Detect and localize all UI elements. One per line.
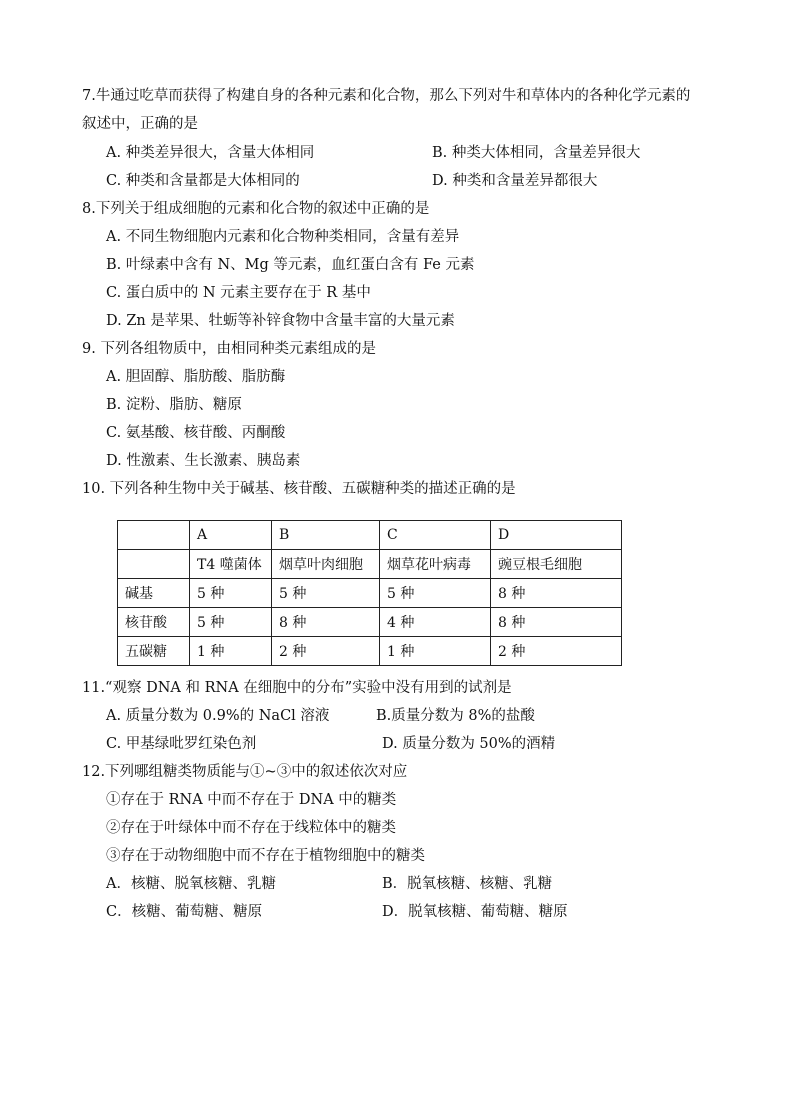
table-row: [118, 579, 622, 608]
table-cell: 核苷酸: [118, 608, 190, 637]
q12-stem: 12.下列哪组糖类物质能与①~③中的叙述依次对应: [82, 764, 408, 780]
q9-option-c: C. 氨基酸、核苷酸、丙酮酸: [106, 425, 286, 441]
table-cell: 2 种: [272, 637, 380, 666]
table-cell: D: [491, 521, 622, 550]
table-cell: 8 种: [491, 579, 622, 608]
table-cell: 8 种: [272, 608, 380, 637]
table-row: [118, 637, 622, 666]
table-row: [118, 608, 622, 637]
q7-stem-line1: 7.牛通过吃草而获得了构建自身的各种元素和化合物，那么下列对牛和草体内的各种化学元素的: [82, 88, 691, 104]
q9-option-a: A. 胆固醇、脂肪酸、脂肪酶: [106, 369, 286, 385]
table-cell: 5 种: [380, 579, 491, 608]
table-header-organisms-row: [118, 550, 622, 579]
table-cell: 2 种: [491, 637, 622, 666]
q7-option-b: B. 种类大体相同，含量差异很大: [432, 145, 641, 161]
table-cell: 5 种: [272, 579, 380, 608]
table-cell: 1 种: [380, 637, 491, 666]
table-cell: T4 噬菌体: [190, 550, 272, 579]
q10-table: [117, 520, 622, 666]
table-cell: C: [380, 521, 491, 550]
q9-stem: 9. 下列各组物质中，由相同种类元素组成的是: [82, 341, 376, 357]
table-cell: 五碳糖: [118, 637, 190, 666]
table-cell: [118, 550, 190, 579]
q12-item-3: ③存在于动物细胞中而不存在于植物细胞中的糖类: [106, 848, 425, 864]
q12-option-a: A．核糖、脱氧核糖、乳糖: [106, 876, 276, 892]
table-cell: 豌豆根毛细胞: [491, 550, 622, 579]
table-cell: 5 种: [190, 608, 272, 637]
q11-option-c: C. 甲基绿吡罗红染色剂: [106, 736, 257, 752]
q7-option-d: D. 种类和含量差异都很大: [432, 173, 598, 189]
q7-stem-line2: 叙述中，正确的是: [82, 116, 198, 132]
q8-option-a: A. 不同生物细胞内元素和化合物种类相同，含量有差异: [106, 229, 460, 245]
q12-item-2: ②存在于叶绿体中而不存在于线粒体中的糖类: [106, 820, 396, 836]
q11-option-b: B.质量分数为 8%的盐酸: [376, 708, 535, 724]
table-cell: B: [272, 521, 380, 550]
table-cell: 烟草叶肉细胞: [272, 550, 380, 579]
q11-option-a: A. 质量分数为 0.9%的 NaCl 溶液: [106, 708, 330, 724]
table-cell: 碱基: [118, 579, 190, 608]
q7-option-a: A. 种类差异很大，含量大体相同: [106, 145, 315, 161]
table-cell: 5 种: [190, 579, 272, 608]
q8-option-c: C. 蛋白质中的 N 元素主要存在于 R 基中: [106, 285, 371, 301]
q11-stem: 11.“观察 DNA 和 RNA 在细胞中的分布”实验中没有用到的试剂是: [82, 680, 512, 696]
q11-option-d: D. 质量分数为 50%的酒精: [382, 736, 556, 752]
q8-stem: 8.下列关于组成细胞的元素和化合物的叙述中正确的是: [82, 201, 430, 217]
q8-option-d: D. Zn 是苹果、牡蛎等补锌食物中含量丰富的大量元素: [106, 313, 455, 329]
q12-option-c: C．核糖、葡萄糖、糖原: [106, 904, 263, 920]
table-cell: 烟草花叶病毒: [380, 550, 491, 579]
q8-option-b: B. 叶绿素中含有 N、Mg 等元素，血红蛋白含有 Fe 元素: [106, 257, 475, 273]
q12-item-1: ①存在于 RNA 中而不存在于 DNA 中的糖类: [106, 792, 397, 808]
q9-option-b: B. 淀粉、脂肪、糖原: [106, 397, 242, 413]
table-cell: A: [190, 521, 272, 550]
table-header-letters-row: [118, 521, 622, 550]
q10-stem: 10. 下列各种生物中关于碱基、核苷酸、五碳糖种类的描述正确的是: [82, 481, 516, 497]
table-cell: [118, 521, 190, 550]
table-cell: 1 种: [190, 637, 272, 666]
q7-option-c: C. 种类和含量都是大体相同的: [106, 173, 300, 189]
table-cell: 8 种: [491, 608, 622, 637]
table-cell: 4 种: [380, 608, 491, 637]
q9-option-d: D. 性激素、生长激素、胰岛素: [106, 453, 301, 469]
q12-option-d: D．脱氧核糖、葡萄糖、糖原: [382, 904, 568, 920]
q12-option-b: B．脱氧核糖、核糖、乳糖: [382, 876, 553, 892]
